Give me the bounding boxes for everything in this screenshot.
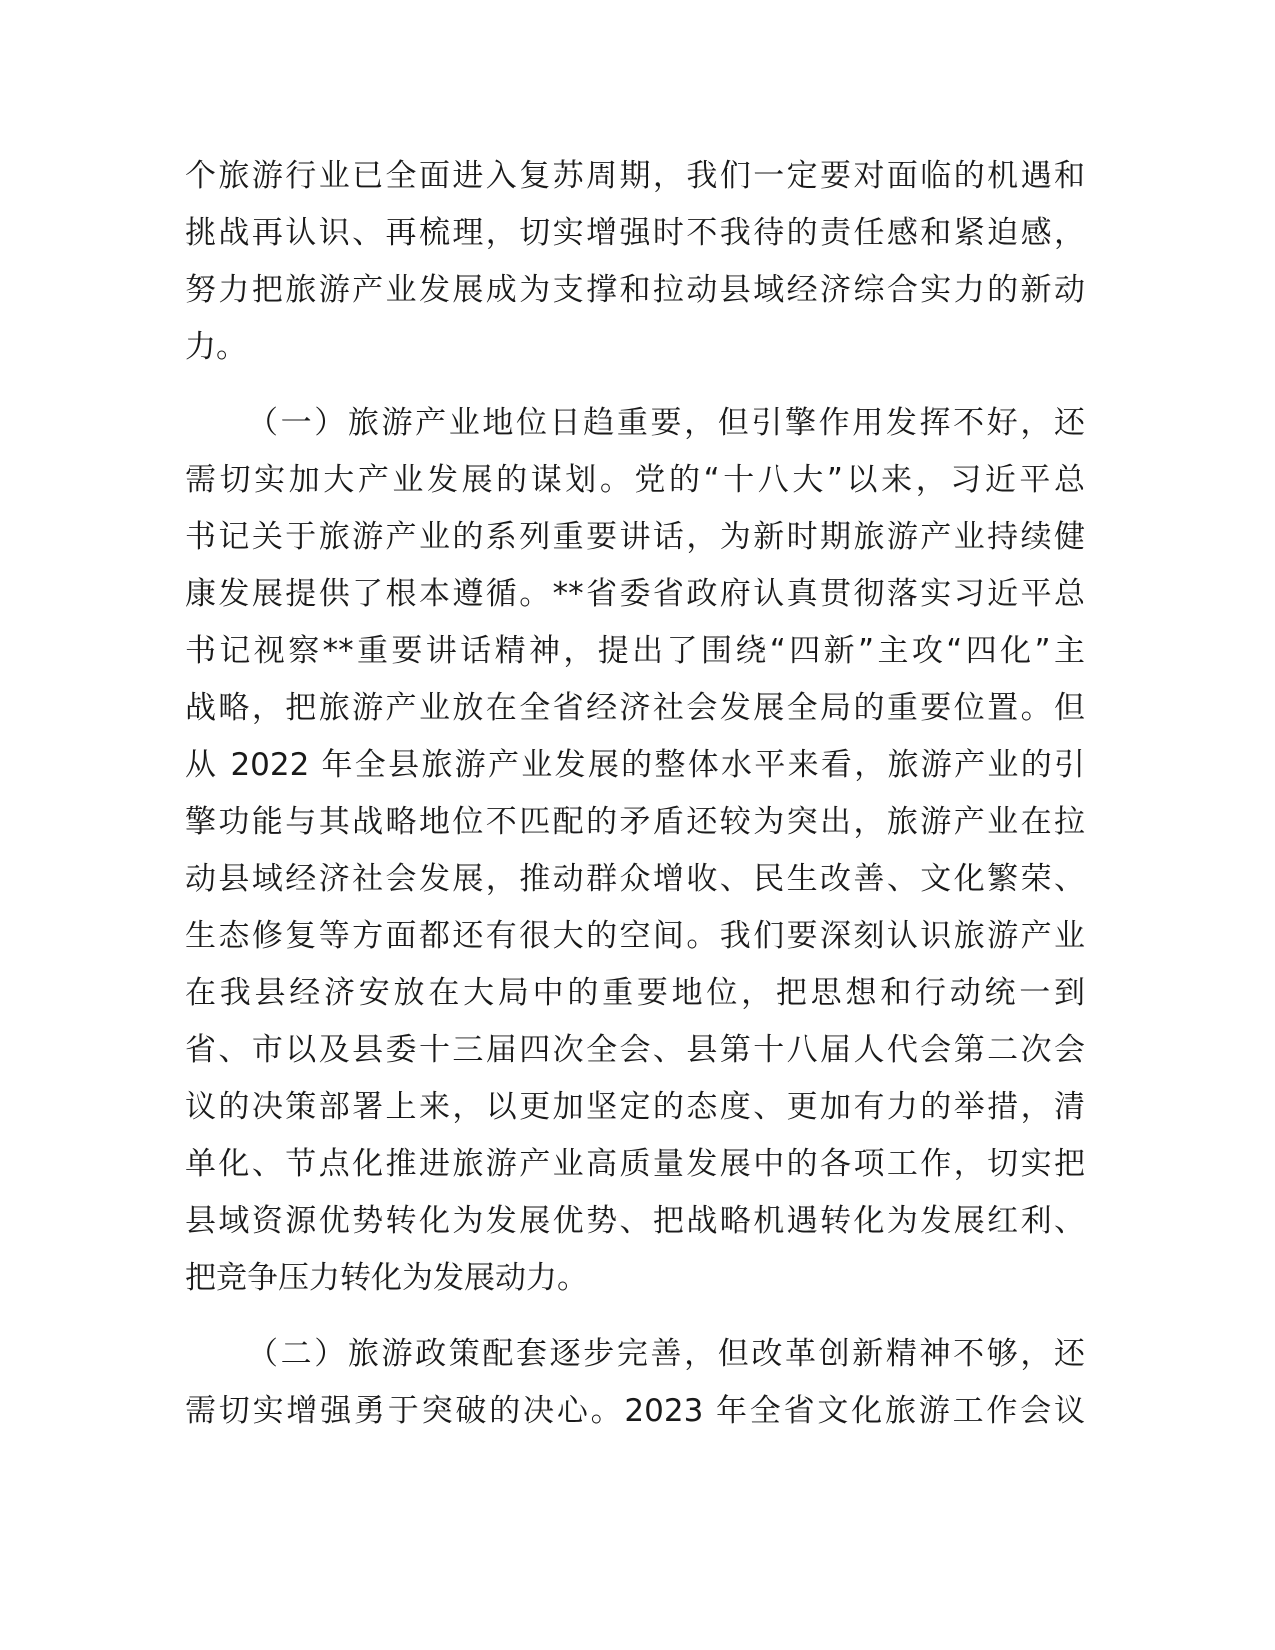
text-line: 擎功能与其战略地位不匹配的矛盾还较为突出，旅游产业在拉 <box>185 804 1085 840</box>
document-body <box>185 148 1085 1440</box>
text-line: 把竞争压力转化为发展动力。 <box>185 1260 588 1296</box>
text-line: 力。 <box>185 329 247 365</box>
text-line: 书记关于旅游产业的系列重要讲话，为新时期旅游产业持续健 <box>185 519 1085 555</box>
text-line: 需切实加大产业发展的谋划。党的“十八大”以来，习近平总 <box>185 462 1085 498</box>
text-line: 议的决策部署上来，以更加坚定的态度、更加有力的举措，清 <box>185 1089 1085 1125</box>
paragraph-spacer <box>185 1307 1085 1326</box>
text-line: 康发展提供了根本遵循。**省委省政府认真贯彻落实习近平总 <box>185 576 1085 612</box>
text-line: 单化、节点化推进旅游产业高质量发展中的各项工作，切实把 <box>185 1146 1085 1182</box>
text-line: 在我县经济安放在大局中的重要地位，把思想和行动统一到 <box>185 975 1085 1011</box>
text-line: （二）旅游政策配套逐步完善，但改革创新精神不够，还 <box>247 1336 1085 1372</box>
text-line: 个旅游行业已全面进入复苏周期，我们一定要对面临的机遇和 <box>185 158 1085 194</box>
paragraph-1 <box>185 148 1085 376</box>
paragraph-spacer <box>185 376 1085 395</box>
text-line: 挑战再认识、再梳理，切实增强时不我待的责任感和紧迫感， <box>185 215 1085 251</box>
paragraph-2 <box>185 395 1085 1307</box>
text-line: 省、市以及县委十三届四次全会、县第十八届人代会第二次会 <box>185 1032 1085 1068</box>
text-line: 生态修复等方面都还有很大的空间。我们要深刻认识旅游产业 <box>185 918 1085 954</box>
text-line: 努力把旅游产业发展成为支撑和拉动县域经济综合实力的新动 <box>185 272 1085 308</box>
text-line: （一）旅游产业地位日趋重要，但引擎作用发挥不好，还 <box>247 405 1085 441</box>
text-line: 战略，把旅游产业放在全省经济社会发展全局的重要位置。但 <box>185 690 1085 726</box>
text-line: 县域资源优势转化为发展优势、把战略机遇转化为发展红利、 <box>185 1203 1085 1239</box>
text-line: 需切实增强勇于突破的决心。2023 年全省文化旅游工作会议 <box>185 1393 1085 1429</box>
text-line: 动县域经济社会发展，推动群众增收、民生改善、文化繁荣、 <box>185 861 1085 897</box>
text-line: 从 2022 年全县旅游产业发展的整体水平来看，旅游产业的引 <box>185 747 1085 783</box>
paragraph-3 <box>185 1326 1085 1440</box>
text-line: 书记视察**重要讲话精神，提出了围绕“四新”主攻“四化”主 <box>185 633 1085 669</box>
